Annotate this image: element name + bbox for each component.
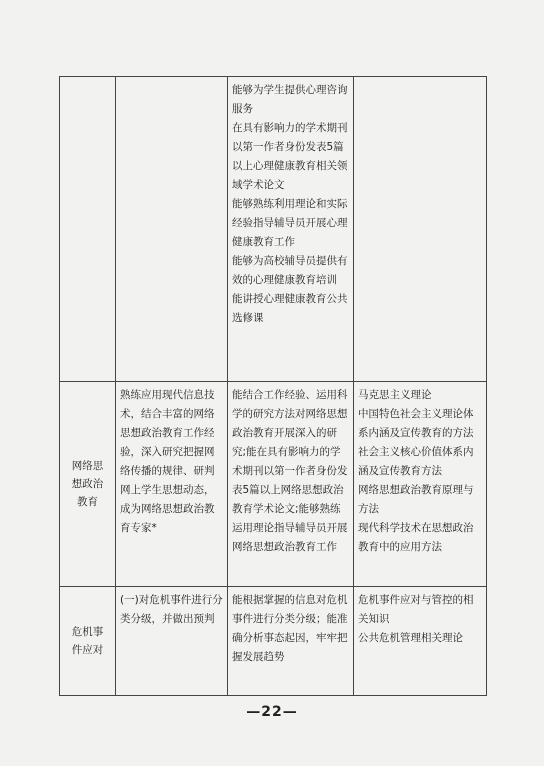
page-number: —22—	[246, 704, 298, 720]
category-cell: 危机事件应对	[60, 587, 116, 696]
ability-item: 能够为学生提供心理咨询服务	[232, 84, 348, 115]
table-row	[60, 587, 487, 696]
knowledge-item: 危机事件应对与管控的相关知识	[358, 594, 474, 625]
ability-cell: 能结合工作经验、运用科学的研究方法对网络思想政治教育开展深入的研究;能在具有影响力的学术期刊以第一作者身份发表5篇以上网络思想政治教育学术论文;能够熟练运用理论指导辅导员开展网络思想政治教育工作	[228, 382, 354, 587]
knowledge-cell	[354, 382, 487, 587]
knowledge-cell	[354, 587, 487, 696]
ability-item: 在具有影响力的学术期刊以第一作者身份发表5篇以上心理健康教育相关领域学术论文	[232, 122, 348, 191]
knowledge-item: 社会主义核心价值体系内涵及宣传教育方法	[358, 446, 474, 477]
knowledge-item: 马克思主义理论	[358, 389, 432, 401]
knowledge-item: 现代科学技术在思想政治教育中的应用方法	[358, 522, 474, 553]
ability-item: 能讲授心理健康教育公共选修课	[232, 293, 348, 324]
goal-cell	[116, 77, 228, 382]
category-cell: 网络思想政治教育	[60, 382, 116, 587]
goal-cell: (一)对危机事件进行分类分级，并做出预判	[116, 587, 228, 696]
category-cell	[60, 77, 116, 382]
ability-cell: 能根据掌握的信息对危机事件进行分类分级；能准确分析事态起因，牢牢把握发展趋势	[228, 587, 354, 696]
knowledge-item: 中国特色社会主义理论体系内涵及宣传教育的方法	[358, 408, 474, 439]
knowledge-item: 网络思想政治教育原理与方法	[358, 484, 474, 515]
goal-cell: 熟练应用现代信息技术，结合丰富的网络思想政治教育工作经验，深入研究把握网络传播的规律、研判网上学生思想动态，成为网络思想政治教育专家*	[116, 382, 228, 587]
ability-item: 能够熟练利用理论和实际经验指导辅导员开展心理健康教育工作	[232, 198, 348, 248]
competency-table	[59, 76, 487, 696]
ability-item: 能够为高校辅导员提供有效的心理健康教育培训	[232, 255, 348, 286]
knowledge-cell	[354, 77, 487, 382]
knowledge-item: 公共危机管理相关理论	[358, 632, 463, 644]
table-row	[60, 77, 487, 382]
table-row	[60, 382, 487, 587]
ability-cell	[228, 77, 354, 382]
